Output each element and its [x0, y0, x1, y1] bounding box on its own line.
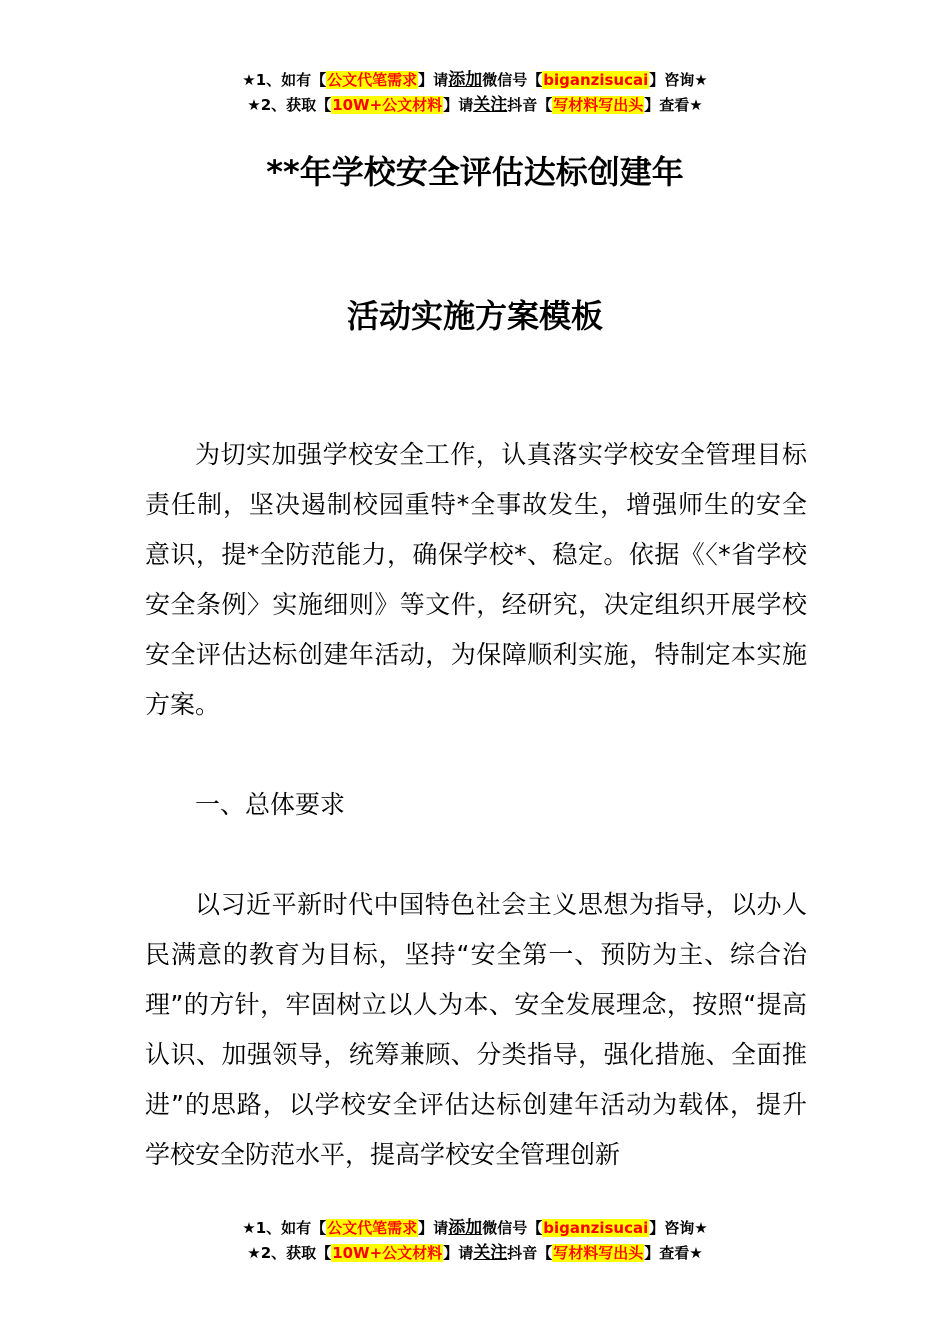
banner-line-1: [0, 68, 950, 93]
banner-text: 1、如有【: [255, 1219, 327, 1237]
banner-text: 】请: [418, 1219, 449, 1237]
banner-text: 抖音【: [507, 1244, 553, 1262]
underlined-text: 添加: [448, 70, 483, 90]
banner-text: 】请: [443, 1244, 474, 1262]
banner-text: 微信号【: [482, 71, 543, 89]
highlight-wechat-id: biganzisucai: [543, 71, 649, 89]
star-icon: ★: [242, 1219, 256, 1237]
section-heading-general-requirements: 一、总体要求: [195, 790, 346, 819]
highlight-ghostwriting: 公文代笔需求: [327, 1219, 418, 1237]
banner-text: 2、获取【: [260, 96, 332, 114]
intro-paragraph: 为切实加强学校安全工作，认真落实学校安全管理目标责任制，坚决遏制校园重特*全事故发生，增强师生的安全意识，提*全防范能力，确保学校*、稳定。依据《〈*省学校安全条例〉实施细则》等文件，经研究，决定组织开展学校安全评估达标创建年活动，为保障顺利实施，特制定本实施方案。: [145, 440, 807, 719]
underlined-text: 关注: [473, 95, 508, 115]
highlight-douyin: 写材料写出头: [553, 1244, 644, 1262]
underlined-text: 添加: [448, 1218, 483, 1238]
banner-text: 】咨询★: [649, 71, 708, 89]
banner-text: 微信号【: [482, 1219, 543, 1237]
banner-text: 抖音【: [507, 96, 553, 114]
highlight-wechat-id: biganzisucai: [543, 1219, 649, 1237]
banner-text: 】查看★: [644, 96, 703, 114]
banner-line-2: [0, 93, 950, 118]
banner-text: 】查看★: [644, 1244, 703, 1262]
banner-text: 】咨询★: [649, 1219, 708, 1237]
general-requirements-paragraph: 以习近平新时代中国特色社会主义思想为指导，以办人民满意的教育为目标，坚持“安全第一、预防为主、综合治理”的方针，牢固树立以人为本、安全发展理念，按照“提高认识、加强领导，统筹兼顾、分类指导，强化措施、全面推进”的思路，以学校安全评估达标创建年活动为载体，提升学校安全防范水平，提高学校安全管理创新: [145, 890, 807, 1169]
highlight-douyin: 写材料写出头: [553, 96, 644, 114]
highlight-ghostwriting: 公文代笔需求: [327, 71, 418, 89]
banner-text: 】请: [418, 71, 449, 89]
banner-line-2: [0, 1241, 950, 1266]
banner-text: 1、如有【: [255, 71, 327, 89]
star-icon: ★: [247, 1244, 261, 1262]
document-title-line-1: **年学校安全评估达标创建年: [266, 153, 684, 191]
star-icon: ★: [247, 96, 261, 114]
banner-text: 2、获取【: [260, 1244, 332, 1262]
highlight-materials: 10W+公文材料: [332, 1244, 443, 1262]
star-icon: ★: [242, 71, 256, 89]
footer-banner: [0, 1216, 950, 1266]
document-title-line-2: 活动实施方案模板: [346, 297, 603, 335]
underlined-text: 关注: [473, 1243, 508, 1263]
header-banner: [0, 68, 950, 118]
highlight-materials: 10W+公文材料: [332, 96, 443, 114]
banner-line-1: [0, 1216, 950, 1241]
banner-text: 】请: [443, 96, 474, 114]
